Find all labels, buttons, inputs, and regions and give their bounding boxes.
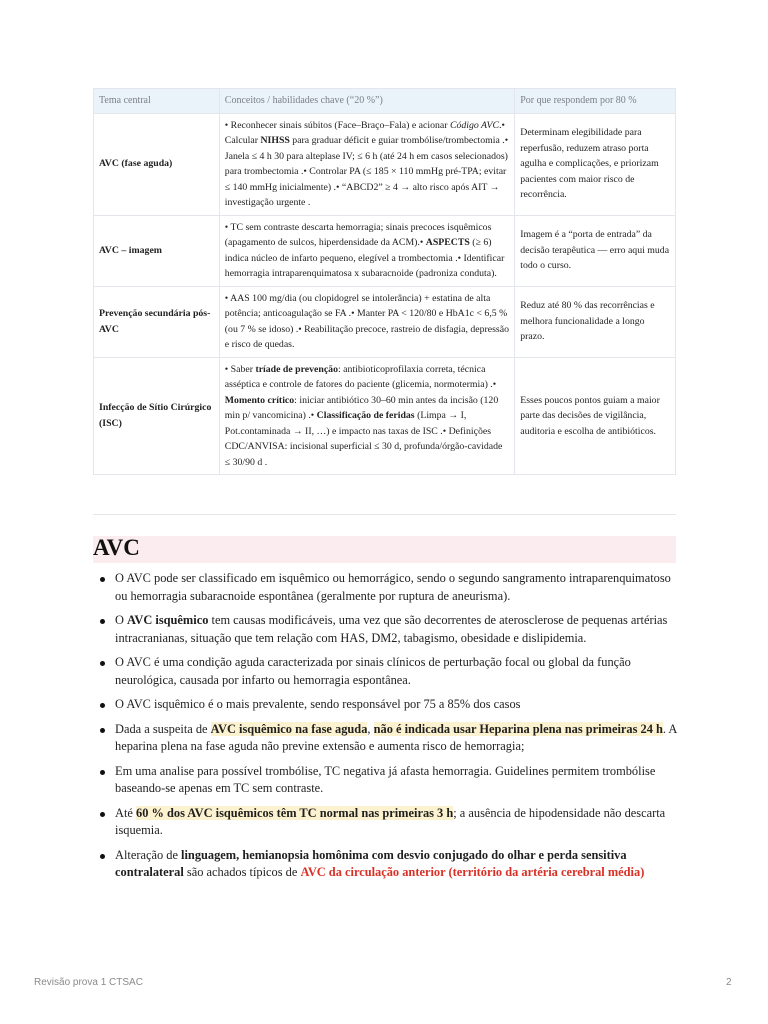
text-run: Classificação de feridas <box>316 410 415 421</box>
cell-topic: AVC (fase aguda) <box>94 113 220 215</box>
text-run: Dada a suspeita de <box>115 721 211 736</box>
bullet-list <box>93 570 683 889</box>
header-topic: Tema central <box>94 89 220 114</box>
text-run: O AVC pode ser classificado em isquêmico ou hemorrágico, sendo o segundo <box>115 571 503 585</box>
bullet-dot-icon <box>100 812 105 817</box>
cell-reason: Reduz até 80 % das recorrências e melhora funcionalidade a longo prazo. <box>515 286 676 357</box>
text-run: .• Calcular <box>224 119 505 146</box>
list-item <box>93 721 683 756</box>
text-run: . A heparina plena na fase aguda não previne extensão e aumenta risco de hemorragia; <box>115 721 677 753</box>
cell-topic: Prevenção secundária pós-AVC <box>94 286 220 357</box>
text-run: tem causas modificáveis, uma vez que são decorrentes de aterosclerose de pequenas artérias intracranianas, situação que tem relação com HAS, DM2, tabagismo, obesidade e dislipidemia. <box>115 613 668 645</box>
text-run: Momento crítico <box>224 394 295 406</box>
list-item <box>93 805 683 840</box>
cell-reason: Esses poucos pontos guiam a maior parte das decisões de vigilância, auditoria e escolha de antibióticos. <box>515 357 676 475</box>
text-run: : iniciar antibiótico 30–60 min antes da incisão (120 min p/ vancomicina) .• <box>224 394 499 421</box>
bullet-dot-icon <box>100 728 105 733</box>
table-row <box>94 215 676 286</box>
text-run: • AAS 100 mg/dia (ou clopidogrel se intolerância) + estatina de alta potência; anticoagulação se FA .• Manter PA < 120/80 e HbA1c < 6,5 % (ou 7 % se idoso) .• Reabilitação precoce, rastreio de disfagia, depressão e risco de quedas. <box>224 292 509 350</box>
footer-page-number: 2 <box>726 977 732 988</box>
bullet-dot-icon <box>100 703 105 708</box>
text-run: O AVC é uma condição aguda caracterizada por sinais clínicos de perturbação focal ou global da função neurológica, causada por infarto ou hemorragia espontânea. <box>115 655 631 687</box>
text-run: sangramento intraparenquimatoso ou hemorragia subaracnoide espontânea (geralmente por ruptura de aneurisma). <box>115 571 671 603</box>
text-run: • Saber <box>224 363 256 375</box>
list-item <box>93 696 683 714</box>
list-item <box>93 654 683 689</box>
section-divider <box>93 514 676 515</box>
text-run: (≥ 6) indica núcleo de infarto pequeno, elegível a trombectomia .• Identificar hemorragia intraparenquimatosa x subaracnoide (padroniza conduta). <box>224 237 505 279</box>
text-run: AVC da circulação anterior (território da artéria cerebral média) <box>300 865 645 879</box>
text-run: (Limpa → I, Pot.contaminada → II, …) e impacto nas taxas de ISC .• Definições CDC/ANVISA: incisional superficial ≤ 30 d, profunda/órgão-cavidade ≤ 30/90 d . <box>224 410 503 468</box>
cell-topic: AVC – imagem <box>94 215 220 286</box>
section-heading <box>93 536 676 563</box>
text-run: não é indicada usar Heparina plena nas primeiras 24 h <box>373 721 663 736</box>
text-run: , <box>367 721 374 736</box>
text-run: Em uma analise para possível trombólise, TC negativa já afasta hemorragia. Guidelines permitem trombólise baseando-se apenas em TC sem contraste. <box>115 763 656 795</box>
header-concepts: Conceitos / habilidades chave (“20 %”) <box>219 89 514 114</box>
cell-concepts <box>219 286 514 357</box>
text-run: Código AVC <box>449 119 500 131</box>
text-run: ASPECTS <box>425 237 470 248</box>
list-item <box>93 570 683 605</box>
bullet-dot-icon <box>100 661 105 666</box>
cell-concepts <box>219 357 514 475</box>
table-header-row <box>94 89 676 114</box>
text-run: Até <box>115 805 136 820</box>
bullet-dot-icon <box>100 619 105 624</box>
bullet-dot-icon <box>100 577 105 582</box>
header-reason: Por que respondem por 80 % <box>515 89 676 114</box>
text-run: AVC isquêmico na fase aguda <box>210 721 368 736</box>
cell-reason: Imagem é a “porta de entrada” da decisão terapêutica — erro aqui muda todo o curso. <box>515 215 676 286</box>
text-run: O AVC isquêmico é o mais prevalente, sendo responsável por 75 a 85% dos casos <box>115 697 521 711</box>
table-row <box>94 113 676 215</box>
table-row <box>94 286 676 357</box>
cell-concepts <box>219 215 514 286</box>
cell-topic: Infecção de Sítio Cirúrgico (ISC) <box>94 357 220 475</box>
list-item <box>93 847 683 882</box>
text-run: NIHSS <box>260 135 290 146</box>
text-run: para graduar déficit e guiar trombólise/trombectomia .• Janela ≤ 4 h 30 para alteplase IV; ≤ 6 h (até 24 h em casos selecionados) para trombectomia .• Controlar PA (≤ 185 × 110 mmHg pré-TPA; evitar ≤ 140 mmHg inicialmente) .• “ABCD2” ≥ 4 → alto risco após AIT → investigação urgente . <box>224 135 509 208</box>
bullet-dot-icon <box>100 770 105 775</box>
bullet-dot-icon <box>100 854 105 859</box>
text-run: AVC isquêmico <box>127 613 209 627</box>
text-run: ; a ausência de hipodensidade não descarta isquemia. <box>115 805 666 837</box>
cell-concepts <box>219 113 514 215</box>
text-run: : antibioticoprofilaxia correta, técnica asséptica e controle de fatores do paciente (glicemia, normotermia) .• <box>224 363 497 390</box>
text-run: tríade de prevenção <box>255 363 338 375</box>
text-run: • TC sem contraste descarta hemorragia; sinais precoces isquêmicos (apagamento de sulcos, hiperdensidade da ACM).• <box>224 221 492 248</box>
text-run: O <box>115 613 128 627</box>
text-run: 60 % dos AVC isquêmicos têm TC normal nas primeiras 3 h <box>136 805 454 820</box>
section-title: AVC <box>93 535 140 560</box>
footer-document-title: Revisão prova 1 CTSAC <box>34 977 143 988</box>
list-item <box>93 612 683 647</box>
list-item <box>93 763 683 798</box>
text-run: linguagem, hemianopsia homônima com desvio conjugado do olhar e perda sensitiva contralateral <box>115 847 627 879</box>
table-row <box>94 357 676 475</box>
text-run: são achados típicos de <box>183 865 301 879</box>
cell-reason: Determinam elegibilidade para reperfusão, reduzem atraso porta agulha e complicações, e priorizam pacientes com maior risco de recorrência. <box>515 113 676 215</box>
text-run: • Reconhecer sinais súbitos (Face–Braço–Fala) e acionar <box>224 119 450 131</box>
text-run: Alteração de <box>115 847 182 862</box>
summary-table <box>93 88 676 475</box>
